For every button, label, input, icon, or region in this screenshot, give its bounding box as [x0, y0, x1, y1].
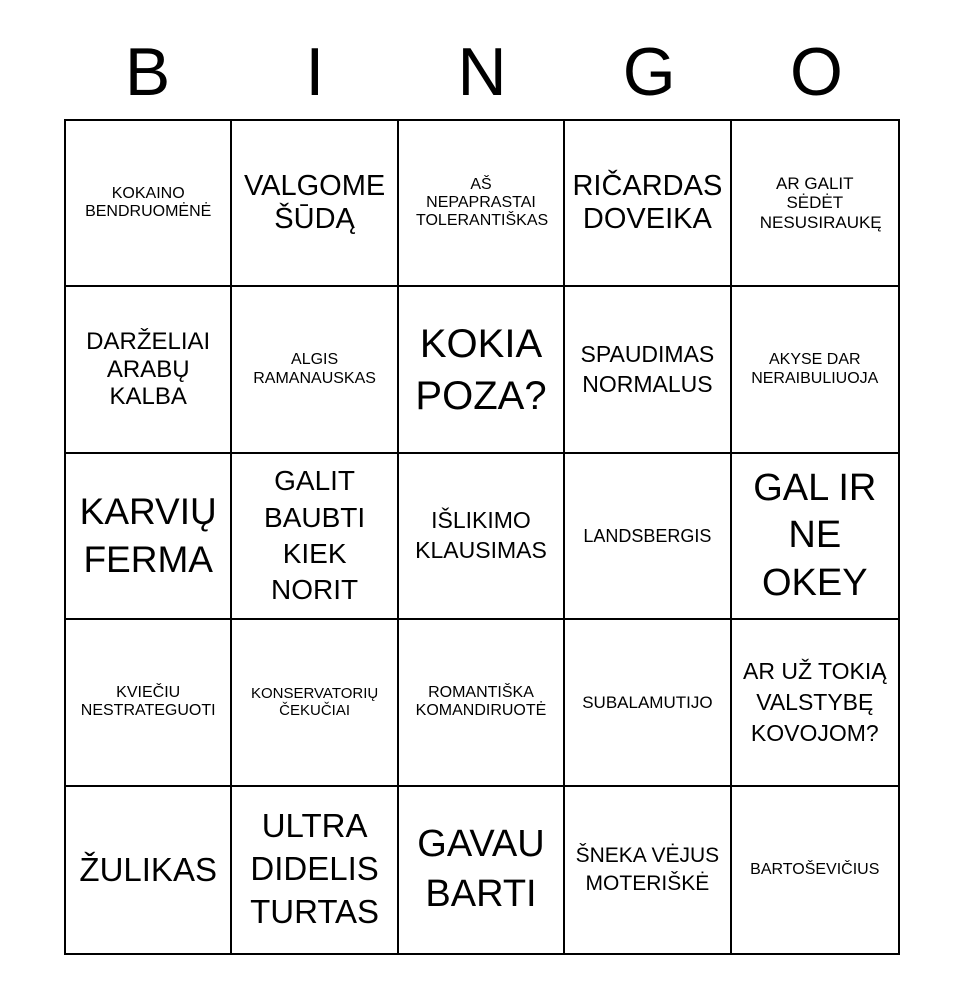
- cell-text: RIČARDAS DOVEIKA: [572, 169, 723, 236]
- cell-text: ROMANTIŠKA KOMANDIRUOTĖ: [415, 684, 547, 720]
- bingo-cell[interactable]: [565, 454, 731, 620]
- bingo-cell[interactable]: [66, 121, 232, 287]
- cell-text: SUBALAMUTIJO: [582, 692, 713, 712]
- cell-text: VALGOME ŠŪDĄ: [243, 169, 386, 236]
- cell-text: GALIT BAUBTI KIEK NORIT: [264, 465, 366, 606]
- bingo-cell[interactable]: [732, 620, 898, 786]
- cell-text: KARVIŲ FERMA: [79, 490, 217, 580]
- cell-text: IŠLIKIMO KLAUSIMAS: [415, 507, 547, 563]
- cell-text: SPAUDIMAS NORMALUS: [580, 340, 715, 397]
- bingo-cell[interactable]: [732, 121, 898, 287]
- bingo-cell[interactable]: [399, 454, 565, 620]
- bingo-cell[interactable]: [399, 287, 565, 453]
- cell-text: GAVAU BARTI: [417, 823, 545, 915]
- header-letter-b: B: [124, 34, 171, 110]
- cell-text: ALGIS RAMANAUSKAS: [253, 351, 376, 387]
- bingo-cell[interactable]: [232, 287, 398, 453]
- bingo-cell[interactable]: [66, 287, 232, 453]
- cell-text: KOKIA POZA?: [415, 321, 547, 418]
- bingo-cell[interactable]: [66, 787, 232, 953]
- cell-text: ŽULIKAS: [79, 850, 217, 888]
- bingo-cell[interactable]: [732, 787, 898, 953]
- header-letter-g: G: [622, 34, 676, 110]
- cell-text: GAL IR NE OKEY: [753, 466, 877, 604]
- cell-text: BARTOŠEVIČIUS: [750, 860, 880, 878]
- bingo-cell[interactable]: [565, 620, 731, 786]
- bingo-cell[interactable]: [399, 121, 565, 287]
- cell-text: AR GALIT SĖDĖT NESUSIRAUKĘ: [759, 173, 882, 232]
- bingo-cell[interactable]: [399, 787, 565, 953]
- bingo-cell[interactable]: [732, 287, 898, 453]
- bingo-board: [64, 119, 900, 955]
- header-letter-i: I: [305, 34, 325, 110]
- cell-text: LANDSBERGIS: [583, 525, 712, 546]
- bingo-cell[interactable]: [66, 620, 232, 786]
- bingo-cell[interactable]: [232, 787, 398, 953]
- cell-text: ŠNEKA VĖJUS MOTERIŠKĖ: [575, 844, 720, 895]
- cell-text: KONSERVATORIŲ ČEKUČIAI: [250, 685, 379, 720]
- cell-text: KVIEČIU NESTRATEGUOTI: [80, 684, 216, 720]
- bingo-cell[interactable]: [232, 620, 398, 786]
- bingo-cell[interactable]: [732, 454, 898, 620]
- bingo-cell[interactable]: [232, 454, 398, 620]
- cell-text: DARŽELIAI ARABŲ KALBA: [86, 328, 211, 411]
- bingo-cell[interactable]: [565, 787, 731, 953]
- header-letter-o: O: [789, 34, 843, 110]
- cell-text: KOKAINO BENDRUOMĖNĖ: [85, 184, 212, 221]
- bingo-header: [64, 22, 900, 122]
- header-letter-n: N: [457, 34, 507, 110]
- cell-text: AKYSE DAR NERAIBULIUOJA: [751, 351, 879, 387]
- bingo-cell[interactable]: [565, 121, 731, 287]
- cell-text: ULTRA DIDELIS TURTAS: [250, 807, 380, 931]
- bingo-cell[interactable]: [232, 121, 398, 287]
- bingo-cell[interactable]: [66, 454, 232, 620]
- cell-text: AŠ NEPAPRASTAI TOLERANTIŠKAS: [415, 175, 549, 230]
- cell-text: AR UŽ TOKIĄ VALSTYBĘ KOVOJOM?: [743, 657, 887, 746]
- bingo-cell[interactable]: [399, 620, 565, 786]
- bingo-cell[interactable]: [565, 287, 731, 453]
